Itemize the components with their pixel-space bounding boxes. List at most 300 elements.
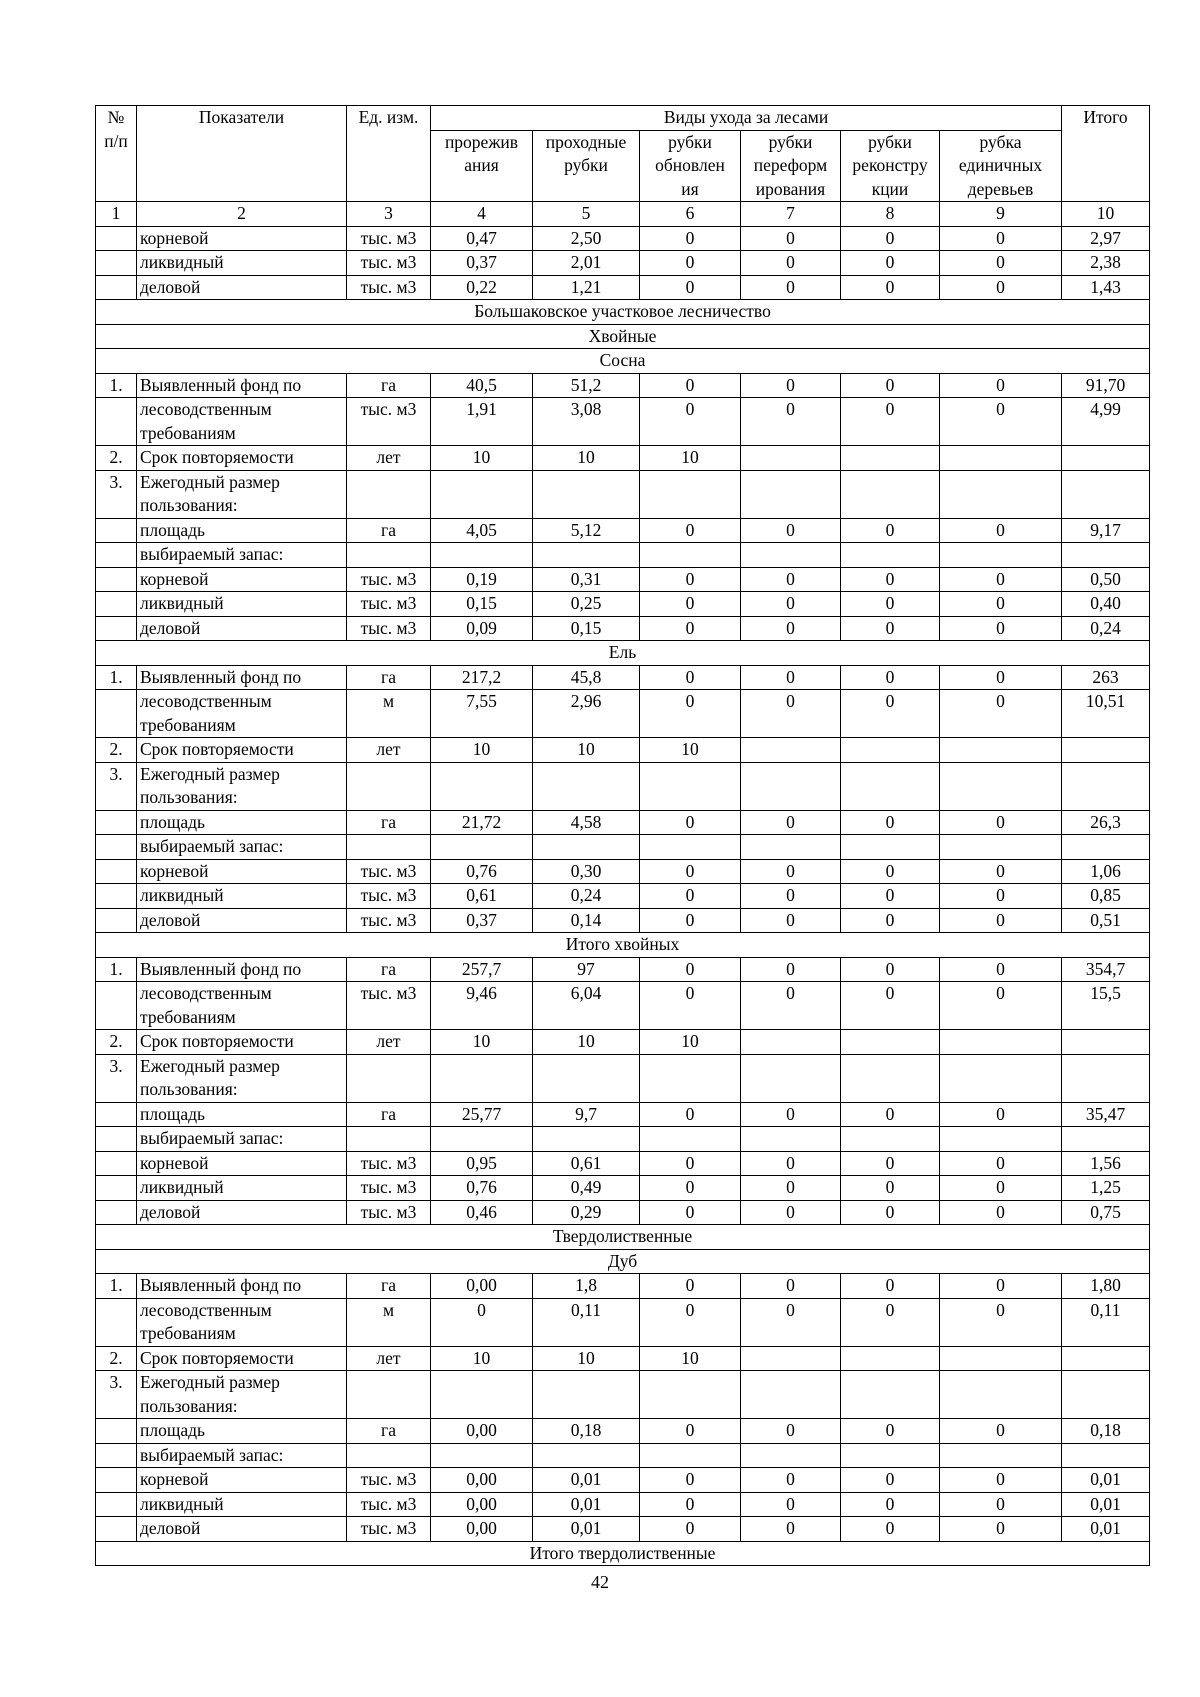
row-value: 0 bbox=[841, 690, 940, 738]
row-value: 0,29 bbox=[533, 1200, 640, 1225]
row-number bbox=[96, 1468, 137, 1493]
header-kind: рубки реконстру кции bbox=[841, 130, 940, 202]
row-value: 5,12 bbox=[533, 518, 640, 543]
row-total bbox=[1062, 1346, 1150, 1371]
header-column-number: 9 bbox=[940, 202, 1062, 227]
table-row bbox=[96, 1419, 1150, 1444]
header-column-number: 7 bbox=[741, 202, 841, 227]
row-value: 0 bbox=[940, 1200, 1062, 1225]
header-column-number: 3 bbox=[347, 202, 431, 227]
row-value bbox=[640, 1443, 741, 1468]
row-unit bbox=[347, 543, 431, 568]
row-unit: тыс. м3 bbox=[347, 1468, 431, 1493]
row-value: 0 bbox=[841, 398, 940, 446]
row-value: 10 bbox=[431, 446, 533, 471]
row-value bbox=[431, 543, 533, 568]
row-value: 7,55 bbox=[431, 690, 533, 738]
row-value: 0 bbox=[741, 1151, 841, 1176]
row-total: 1,80 bbox=[1062, 1274, 1150, 1299]
row-unit: лет bbox=[347, 1346, 431, 1371]
row-total: 1,56 bbox=[1062, 1151, 1150, 1176]
section-row bbox=[96, 933, 1150, 958]
row-value bbox=[940, 835, 1062, 860]
row-value: 0 bbox=[640, 616, 741, 641]
row-value: 0 bbox=[741, 226, 841, 251]
table-row bbox=[96, 957, 1150, 982]
row-number: 1. bbox=[96, 665, 137, 690]
row-number bbox=[96, 859, 137, 884]
row-value: 0 bbox=[940, 1419, 1062, 1444]
row-value bbox=[841, 835, 940, 860]
row-label: корневой bbox=[137, 859, 347, 884]
table-row bbox=[96, 567, 1150, 592]
row-value: 0 bbox=[741, 957, 841, 982]
row-number bbox=[96, 1298, 137, 1346]
table-row bbox=[96, 373, 1150, 398]
row-label: деловой bbox=[137, 616, 347, 641]
row-number bbox=[96, 1176, 137, 1201]
row-total: 1,43 bbox=[1062, 275, 1150, 300]
row-value: 0 bbox=[940, 373, 1062, 398]
section-title: Ель bbox=[96, 641, 1150, 666]
row-value: 0 bbox=[940, 1468, 1062, 1493]
row-label: корневой bbox=[137, 567, 347, 592]
table-row bbox=[96, 1030, 1150, 1055]
row-label: деловой bbox=[137, 1517, 347, 1542]
row-number: 3. bbox=[96, 1371, 137, 1419]
row-value: 0,31 bbox=[533, 567, 640, 592]
row-number bbox=[96, 518, 137, 543]
row-value: 0 bbox=[841, 1517, 940, 1542]
row-number: 3. bbox=[96, 470, 137, 518]
row-value: 3,08 bbox=[533, 398, 640, 446]
row-total: 2,38 bbox=[1062, 251, 1150, 276]
table-row bbox=[96, 1102, 1150, 1127]
row-unit: лет bbox=[347, 446, 431, 471]
row-value bbox=[940, 1371, 1062, 1419]
row-value: 0 bbox=[940, 226, 1062, 251]
row-label: деловой bbox=[137, 1200, 347, 1225]
row-value bbox=[940, 446, 1062, 471]
row-value: 0,15 bbox=[431, 592, 533, 617]
row-value: 0,00 bbox=[431, 1517, 533, 1542]
row-value: 0,61 bbox=[431, 884, 533, 909]
row-value: 0,61 bbox=[533, 1151, 640, 1176]
section-title: Большаковское участковое лесничество bbox=[96, 300, 1150, 325]
row-label: ликвидный bbox=[137, 1176, 347, 1201]
section-row bbox=[96, 1541, 1150, 1566]
row-unit bbox=[347, 1371, 431, 1419]
row-total bbox=[1062, 1127, 1150, 1152]
row-value bbox=[533, 762, 640, 810]
table-row bbox=[96, 543, 1150, 568]
header-kind: рубка единичных деревьев bbox=[940, 130, 1062, 202]
row-value: 0 bbox=[640, 226, 741, 251]
row-value: 0 bbox=[841, 1151, 940, 1176]
row-total: 26,3 bbox=[1062, 810, 1150, 835]
row-value: 0 bbox=[741, 665, 841, 690]
row-value: 0 bbox=[640, 1176, 741, 1201]
row-value: 40,5 bbox=[431, 373, 533, 398]
row-label: Выявленный фонд по bbox=[137, 373, 347, 398]
row-unit: га bbox=[347, 1274, 431, 1299]
row-value: 0 bbox=[741, 884, 841, 909]
row-value: 25,77 bbox=[431, 1102, 533, 1127]
row-value: 2,01 bbox=[533, 251, 640, 276]
row-total: 0,24 bbox=[1062, 616, 1150, 641]
row-value: 0 bbox=[640, 1200, 741, 1225]
row-total bbox=[1062, 738, 1150, 763]
row-value bbox=[533, 470, 640, 518]
row-value: 0 bbox=[640, 1419, 741, 1444]
row-number bbox=[96, 810, 137, 835]
row-value bbox=[640, 543, 741, 568]
row-value: 10 bbox=[431, 1030, 533, 1055]
row-number bbox=[96, 690, 137, 738]
row-value: 2,50 bbox=[533, 226, 640, 251]
row-number bbox=[96, 884, 137, 909]
row-value: 0 bbox=[640, 690, 741, 738]
table-row bbox=[96, 616, 1150, 641]
row-value: 0,47 bbox=[431, 226, 533, 251]
row-label: ликвидный bbox=[137, 1492, 347, 1517]
row-value: 0 bbox=[940, 665, 1062, 690]
row-value bbox=[431, 762, 533, 810]
row-value bbox=[741, 1030, 841, 1055]
row-label: выбираемый запас: bbox=[137, 543, 347, 568]
row-value: 0,00 bbox=[431, 1274, 533, 1299]
row-value: 0,19 bbox=[431, 567, 533, 592]
row-value: 0 bbox=[741, 690, 841, 738]
row-value bbox=[841, 470, 940, 518]
row-value: 0 bbox=[741, 1517, 841, 1542]
table-row bbox=[96, 1517, 1150, 1542]
table-row bbox=[96, 884, 1150, 909]
row-value bbox=[841, 1127, 940, 1152]
table-row bbox=[96, 226, 1150, 251]
row-value: 0 bbox=[841, 1492, 940, 1517]
row-value: 0 bbox=[640, 1517, 741, 1542]
row-value bbox=[431, 835, 533, 860]
section-title: Итого твердолиственные bbox=[96, 1541, 1150, 1566]
row-value: 45,8 bbox=[533, 665, 640, 690]
row-value: 0 bbox=[741, 1274, 841, 1299]
row-value: 0 bbox=[640, 908, 741, 933]
row-value bbox=[741, 1371, 841, 1419]
row-value: 10 bbox=[640, 738, 741, 763]
row-value: 0 bbox=[841, 275, 940, 300]
row-value: 0 bbox=[940, 275, 1062, 300]
row-value: 0 bbox=[741, 592, 841, 617]
row-value: 0 bbox=[741, 518, 841, 543]
row-value: 0 bbox=[940, 810, 1062, 835]
header-column-number: 6 bbox=[640, 202, 741, 227]
row-value: 0 bbox=[640, 982, 741, 1030]
row-label: Срок повторяемости bbox=[137, 1346, 347, 1371]
row-total: 9,17 bbox=[1062, 518, 1150, 543]
row-unit: тыс. м3 bbox=[347, 859, 431, 884]
table-row bbox=[96, 275, 1150, 300]
row-label: Ежегодный размер пользования: bbox=[137, 470, 347, 518]
table-row bbox=[96, 398, 1150, 446]
row-value: 0 bbox=[741, 1200, 841, 1225]
table-row bbox=[96, 982, 1150, 1030]
row-number bbox=[96, 251, 137, 276]
row-number: 2. bbox=[96, 1030, 137, 1055]
row-number bbox=[96, 982, 137, 1030]
row-total bbox=[1062, 1030, 1150, 1055]
row-number bbox=[96, 1443, 137, 1468]
row-value: 4,05 bbox=[431, 518, 533, 543]
row-unit: тыс. м3 bbox=[347, 567, 431, 592]
row-value: 0 bbox=[640, 251, 741, 276]
row-value: 21,72 bbox=[431, 810, 533, 835]
forest-care-table bbox=[95, 105, 1150, 1566]
row-label: лесоводственным требованиям bbox=[137, 690, 347, 738]
row-label: Ежегодный размер пользования: bbox=[137, 1371, 347, 1419]
row-value bbox=[841, 543, 940, 568]
row-value bbox=[841, 762, 940, 810]
row-value: 0 bbox=[741, 1468, 841, 1493]
row-value: 0 bbox=[940, 1492, 1062, 1517]
row-value bbox=[940, 1443, 1062, 1468]
row-total: 0,50 bbox=[1062, 567, 1150, 592]
row-value: 1,91 bbox=[431, 398, 533, 446]
row-value: 10 bbox=[533, 1030, 640, 1055]
table-row bbox=[96, 251, 1150, 276]
table-row bbox=[96, 1176, 1150, 1201]
row-unit: лет bbox=[347, 1030, 431, 1055]
row-value: 1,8 bbox=[533, 1274, 640, 1299]
row-value: 10 bbox=[533, 446, 640, 471]
row-total: 35,47 bbox=[1062, 1102, 1150, 1127]
row-label: лесоводственным требованиям bbox=[137, 1298, 347, 1346]
table-row bbox=[96, 1298, 1150, 1346]
row-value: 217,2 bbox=[431, 665, 533, 690]
row-value: 0 bbox=[841, 908, 940, 933]
row-value: 0 bbox=[640, 398, 741, 446]
row-label: лесоводственным требованиям bbox=[137, 398, 347, 446]
row-value: 10 bbox=[640, 446, 741, 471]
row-value: 0 bbox=[741, 859, 841, 884]
row-value: 6,04 bbox=[533, 982, 640, 1030]
row-label: корневой bbox=[137, 226, 347, 251]
row-number bbox=[96, 908, 137, 933]
table-row bbox=[96, 446, 1150, 471]
row-unit bbox=[347, 835, 431, 860]
row-total: 10,51 bbox=[1062, 690, 1150, 738]
row-value bbox=[741, 1346, 841, 1371]
row-value bbox=[841, 1030, 940, 1055]
row-value bbox=[940, 1054, 1062, 1102]
row-total: 0,01 bbox=[1062, 1517, 1150, 1542]
row-value bbox=[741, 470, 841, 518]
row-value: 0,24 bbox=[533, 884, 640, 909]
row-value: 0,37 bbox=[431, 251, 533, 276]
row-label: Ежегодный размер пользования: bbox=[137, 762, 347, 810]
row-value: 0 bbox=[741, 1102, 841, 1127]
row-value bbox=[533, 1054, 640, 1102]
row-number bbox=[96, 275, 137, 300]
row-total bbox=[1062, 446, 1150, 471]
row-value: 10 bbox=[640, 1030, 741, 1055]
row-number bbox=[96, 1419, 137, 1444]
row-number bbox=[96, 835, 137, 860]
row-value: 0,76 bbox=[431, 1176, 533, 1201]
row-value bbox=[431, 470, 533, 518]
row-total bbox=[1062, 835, 1150, 860]
row-value: 0,09 bbox=[431, 616, 533, 641]
row-total: 0,51 bbox=[1062, 908, 1150, 933]
row-value bbox=[640, 762, 741, 810]
row-value: 0,30 bbox=[533, 859, 640, 884]
row-unit: тыс. м3 bbox=[347, 908, 431, 933]
row-unit: га bbox=[347, 957, 431, 982]
header-column-numbers bbox=[96, 202, 1150, 227]
row-total: 354,7 bbox=[1062, 957, 1150, 982]
row-total: 0,40 bbox=[1062, 592, 1150, 617]
header-num: № п/п bbox=[96, 106, 137, 202]
table-row bbox=[96, 470, 1150, 518]
row-value: 0 bbox=[640, 1151, 741, 1176]
row-label: Выявленный фонд по bbox=[137, 1274, 347, 1299]
row-value: 0 bbox=[940, 957, 1062, 982]
table-row bbox=[96, 810, 1150, 835]
row-label: корневой bbox=[137, 1151, 347, 1176]
row-unit: тыс. м3 bbox=[347, 226, 431, 251]
row-value: 0 bbox=[841, 592, 940, 617]
table-row bbox=[96, 690, 1150, 738]
row-label: Ежегодный размер пользования: bbox=[137, 1054, 347, 1102]
row-value bbox=[741, 543, 841, 568]
table-row bbox=[96, 762, 1150, 810]
row-value: 0,00 bbox=[431, 1492, 533, 1517]
row-value: 0 bbox=[940, 884, 1062, 909]
row-value: 4,58 bbox=[533, 810, 640, 835]
row-value: 0 bbox=[640, 567, 741, 592]
row-unit: га bbox=[347, 1102, 431, 1127]
section-row bbox=[96, 324, 1150, 349]
row-value: 0 bbox=[841, 982, 940, 1030]
row-value: 0 bbox=[741, 908, 841, 933]
row-value: 0 bbox=[431, 1298, 533, 1346]
row-value: 0,00 bbox=[431, 1419, 533, 1444]
row-value: 0 bbox=[841, 616, 940, 641]
row-value: 0 bbox=[841, 810, 940, 835]
row-value: 0 bbox=[841, 1419, 940, 1444]
row-value: 0 bbox=[841, 251, 940, 276]
row-value: 0 bbox=[940, 518, 1062, 543]
row-total bbox=[1062, 1054, 1150, 1102]
row-total: 0,01 bbox=[1062, 1468, 1150, 1493]
row-number: 3. bbox=[96, 1054, 137, 1102]
row-value: 0 bbox=[841, 1176, 940, 1201]
row-value bbox=[741, 835, 841, 860]
row-value: 0 bbox=[940, 1176, 1062, 1201]
row-value: 51,2 bbox=[533, 373, 640, 398]
row-label: площадь bbox=[137, 1419, 347, 1444]
header-column-number: 5 bbox=[533, 202, 640, 227]
row-value: 0,15 bbox=[533, 616, 640, 641]
row-number bbox=[96, 226, 137, 251]
table-row bbox=[96, 1443, 1150, 1468]
row-unit: лет bbox=[347, 738, 431, 763]
row-value: 0 bbox=[940, 1151, 1062, 1176]
row-total bbox=[1062, 1443, 1150, 1468]
row-value: 0,01 bbox=[533, 1517, 640, 1542]
row-unit: тыс. м3 bbox=[347, 592, 431, 617]
header-kind: рубки обновлен ия bbox=[640, 130, 741, 202]
row-value bbox=[940, 738, 1062, 763]
row-value bbox=[741, 738, 841, 763]
table-row bbox=[96, 592, 1150, 617]
row-value: 0,14 bbox=[533, 908, 640, 933]
row-value: 0,22 bbox=[431, 275, 533, 300]
row-value: 0 bbox=[640, 859, 741, 884]
header-indicator: Показатели bbox=[137, 106, 347, 202]
row-value bbox=[741, 1127, 841, 1152]
row-value: 0 bbox=[940, 859, 1062, 884]
row-value bbox=[431, 1054, 533, 1102]
row-value bbox=[741, 1054, 841, 1102]
row-label: ликвидный bbox=[137, 251, 347, 276]
section-title: Хвойные bbox=[96, 324, 1150, 349]
row-value: 0 bbox=[640, 1468, 741, 1493]
table-row bbox=[96, 1468, 1150, 1493]
row-value bbox=[940, 1030, 1062, 1055]
row-value: 0 bbox=[640, 1274, 741, 1299]
row-value: 0 bbox=[940, 398, 1062, 446]
row-value: 0 bbox=[940, 1102, 1062, 1127]
row-number bbox=[96, 1102, 137, 1127]
row-number: 1. bbox=[96, 1274, 137, 1299]
row-value: 0 bbox=[640, 518, 741, 543]
section-title: Твердолиственные bbox=[96, 1225, 1150, 1250]
row-value: 0 bbox=[940, 982, 1062, 1030]
row-value bbox=[841, 1371, 940, 1419]
row-value: 0 bbox=[640, 957, 741, 982]
row-total bbox=[1062, 762, 1150, 810]
table-body bbox=[96, 226, 1150, 1566]
row-label: Срок повторяемости bbox=[137, 738, 347, 763]
table-row bbox=[96, 1371, 1150, 1419]
row-value: 0 bbox=[841, 567, 940, 592]
section-row bbox=[96, 1249, 1150, 1274]
row-number bbox=[96, 592, 137, 617]
row-unit bbox=[347, 1443, 431, 1468]
row-number bbox=[96, 1492, 137, 1517]
row-unit: тыс. м3 bbox=[347, 251, 431, 276]
row-value: 10 bbox=[431, 738, 533, 763]
row-value bbox=[741, 762, 841, 810]
row-value: 0 bbox=[841, 1298, 940, 1346]
row-unit: га bbox=[347, 665, 431, 690]
row-value: 257,7 bbox=[431, 957, 533, 982]
row-value: 0 bbox=[741, 1176, 841, 1201]
row-label: выбираемый запас: bbox=[137, 835, 347, 860]
row-value: 0,18 bbox=[533, 1419, 640, 1444]
header-column-number: 1 bbox=[96, 202, 137, 227]
row-value: 0,01 bbox=[533, 1492, 640, 1517]
header-kind: прорежив ания bbox=[431, 130, 533, 202]
row-value bbox=[940, 470, 1062, 518]
row-total: 15,5 bbox=[1062, 982, 1150, 1030]
row-value: 0 bbox=[640, 1102, 741, 1127]
row-total: 1,06 bbox=[1062, 859, 1150, 884]
row-value: 0 bbox=[741, 1298, 841, 1346]
row-unit bbox=[347, 1127, 431, 1152]
row-label: Выявленный фонд по bbox=[137, 665, 347, 690]
